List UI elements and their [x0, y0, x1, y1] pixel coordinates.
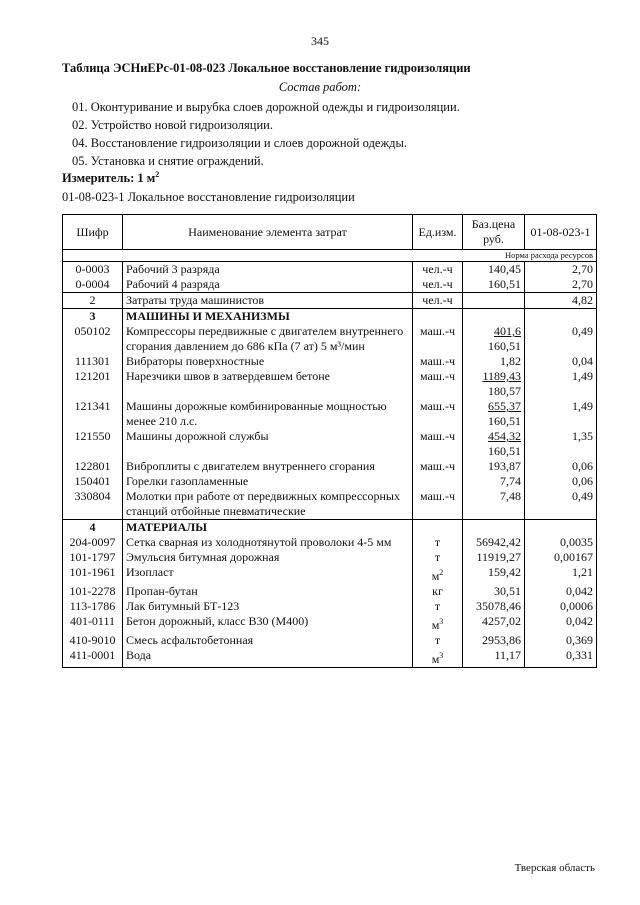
- unit-power: 3: [439, 651, 444, 660]
- price-value: 160,51: [488, 277, 521, 291]
- row-name: Компрессоры передвижные с двигателем внутреннего сгорания давлением до 686 кПа (7 ат) 5 м³/мин: [123, 324, 413, 354]
- row-name: Смесь асфальтобетонная: [123, 633, 413, 648]
- row-code: 3: [63, 309, 123, 325]
- row-price: [463, 584, 525, 599]
- price-value: 11919,27: [476, 550, 521, 564]
- row-norm: 1,21: [525, 565, 597, 584]
- price-labor-value: 180,57: [488, 384, 521, 398]
- row-norm: 0,49: [525, 324, 597, 354]
- unit-text: маш.-ч: [419, 354, 456, 368]
- row-price: [463, 277, 525, 293]
- measure-power: 2: [155, 170, 160, 179]
- row-code: 2: [63, 293, 123, 309]
- row-norm: 1,49: [525, 399, 597, 429]
- price-value: 30,51: [494, 584, 521, 598]
- price-value: 7,74: [500, 474, 521, 488]
- unit-text: м: [431, 618, 440, 632]
- row-price: [463, 293, 525, 309]
- table-row: [63, 550, 597, 565]
- price-value: 2953,86: [482, 633, 521, 647]
- price-value: 35078,46: [476, 599, 521, 613]
- row-price: [463, 565, 525, 584]
- row-price: [463, 648, 525, 668]
- row-code: 111301: [63, 354, 123, 369]
- unit-text: чел.-ч: [422, 293, 453, 307]
- row-unit: [413, 633, 463, 648]
- price-value: 11,17: [494, 648, 521, 662]
- row-name: Эмульсия битумная дорожная: [123, 550, 413, 565]
- table-row: [63, 324, 597, 354]
- row-code: 150401: [63, 474, 123, 489]
- price-labor-value: 160,51: [488, 414, 521, 428]
- table-row: [63, 354, 597, 369]
- row-price: [463, 535, 525, 550]
- header-unit: Ед.изм.: [413, 215, 463, 250]
- row-norm: [525, 520, 597, 536]
- row-norm: 2,70: [525, 277, 597, 293]
- work-item: 02. Устройство новой гидроизоляции.: [72, 118, 273, 132]
- unit-text: маш.-ч: [419, 489, 456, 503]
- works-list: [72, 98, 460, 170]
- unit-text: т: [434, 535, 441, 549]
- footer-region: Тверская область: [514, 862, 595, 874]
- row-code: 101-1797: [63, 550, 123, 565]
- row-norm: 0,369: [525, 633, 597, 648]
- row-price: [463, 614, 525, 633]
- row-unit: [413, 565, 463, 584]
- table-header-row: [63, 215, 597, 250]
- row-unit: [413, 309, 463, 325]
- table-row: [63, 309, 597, 325]
- row-name: Затраты труда машинистов: [123, 293, 413, 309]
- row-price: [463, 429, 525, 459]
- row-name: Сетка сварная из холоднотянутой проволоки 4-5 мм: [123, 535, 413, 550]
- price-labor-value: 160,51: [488, 444, 521, 458]
- header-name: Наименование элемента затрат: [123, 215, 413, 250]
- row-code: 050102: [63, 324, 123, 354]
- row-name: Горелки газопламенные: [123, 474, 413, 489]
- row-unit: [413, 354, 463, 369]
- row-norm: 0,042: [525, 584, 597, 599]
- row-name: Рабочий 4 разряда: [123, 277, 413, 293]
- table-row: [63, 648, 597, 668]
- header-code: Шифр: [63, 215, 123, 250]
- table-row: [63, 399, 597, 429]
- unit-text: чел.-ч: [422, 262, 453, 276]
- row-unit: [413, 369, 463, 399]
- table-title: Таблица ЭСНиЕРс-01-08-023 Локальное восстановление гидроизоляции: [62, 61, 471, 75]
- row-name: Виброплиты с двигателем внутреннего сгорания: [123, 459, 413, 474]
- row-price: [463, 324, 525, 354]
- unit-power: 2: [439, 568, 444, 577]
- header-norm: 01-08-023-1: [525, 215, 597, 250]
- row-unit: [413, 399, 463, 429]
- row-code: 121201: [63, 369, 123, 399]
- work-item: 01. Оконтуривание и вырубка слоев дорожной одежды и гидроизоляции.: [72, 100, 460, 114]
- price-value: 56942,42: [476, 535, 521, 549]
- table-row: [63, 520, 597, 536]
- unit-text: маш.-ч: [419, 399, 456, 413]
- price-value: 193,87: [488, 459, 521, 473]
- row-unit: [413, 262, 463, 278]
- row-unit: [413, 429, 463, 459]
- row-norm: 0,06: [525, 474, 597, 489]
- row-name: Вибраторы поверхностные: [123, 354, 413, 369]
- row-price: [463, 599, 525, 614]
- row-norm: [525, 309, 597, 325]
- row-code: 204-0097: [63, 535, 123, 550]
- row-code: 101-1961: [63, 565, 123, 584]
- row-norm: 0,06: [525, 459, 597, 474]
- row-price: [463, 399, 525, 429]
- row-code: 122801: [63, 459, 123, 474]
- row-unit: [413, 614, 463, 633]
- norm-code-line: 01-08-023-1 Локальное восстановление гидроизоляции: [62, 190, 355, 204]
- table-row: [63, 369, 597, 399]
- row-name: Рабочий 3 разряда: [123, 262, 413, 278]
- row-unit: [413, 584, 463, 599]
- row-code: 0-0003: [63, 262, 123, 278]
- row-name: Бетон дорожный, класс В30 (М400): [123, 614, 413, 633]
- row-code: 113-1786: [63, 599, 123, 614]
- row-code: 411-0001: [63, 648, 123, 668]
- page-number: 345: [311, 34, 329, 48]
- works-subtitle: Состав работ:: [278, 80, 362, 94]
- unit-text: м: [431, 652, 440, 666]
- unit-text: маш.-ч: [419, 369, 456, 383]
- row-price: [463, 633, 525, 648]
- row-name: МАТЕРИАЛЫ: [123, 520, 413, 536]
- row-norm: 2,70: [525, 262, 597, 278]
- unit-text: маш.-ч: [419, 429, 456, 443]
- table-row: [63, 599, 597, 614]
- row-code: 330804: [63, 489, 123, 520]
- price-value: 140,45: [488, 262, 521, 276]
- unit-text: маш.-ч: [419, 459, 456, 473]
- row-unit: [413, 520, 463, 536]
- table-row: [63, 614, 597, 633]
- table-row: [63, 565, 597, 584]
- row-norm: 4,82: [525, 293, 597, 309]
- unit-text: кг: [432, 584, 443, 598]
- row-unit: [413, 293, 463, 309]
- work-item: 04. Восстановление гидроизоляции и слоев дорожной одежды.: [72, 136, 408, 150]
- row-name: Молотки при работе от передвижных компрессорных станций отбойные пневматические: [123, 489, 413, 520]
- row-norm: 0,331: [525, 648, 597, 668]
- price-value: 1189,43: [482, 369, 521, 383]
- price-value: 401,6: [494, 324, 521, 338]
- row-unit: [413, 535, 463, 550]
- norm-subheader: Норма расхода ресурсов: [63, 250, 597, 262]
- row-price: [463, 309, 525, 325]
- work-item: 05. Установка и снятие ограждений.: [72, 154, 264, 168]
- row-name: Машины дорожной службы: [123, 429, 413, 459]
- table-row: [63, 535, 597, 550]
- row-name: Лак битумный БТ-123: [123, 599, 413, 614]
- unit-power: 3: [439, 617, 444, 626]
- measure-unit: [62, 170, 159, 186]
- unit-text: м: [431, 569, 440, 583]
- table-row: [63, 633, 597, 648]
- price-value: 7,48: [500, 489, 521, 503]
- table-row: [63, 262, 597, 278]
- row-norm: 0,49: [525, 489, 597, 520]
- norms-table: [62, 214, 597, 668]
- row-price: [463, 550, 525, 565]
- price-value: 4257,02: [482, 614, 521, 628]
- row-price: [463, 489, 525, 520]
- row-code: 0-0004: [63, 277, 123, 293]
- unit-text: т: [434, 633, 441, 647]
- price-value: 655,37: [488, 399, 521, 413]
- row-unit: [413, 599, 463, 614]
- row-unit: [413, 277, 463, 293]
- price-value: 1,82: [500, 354, 521, 368]
- table-row: [63, 429, 597, 459]
- row-name: Нарезчики швов в затвердевшем бетоне: [123, 369, 413, 399]
- unit-text: т: [434, 599, 441, 613]
- row-norm: 0,0006: [525, 599, 597, 614]
- header-price: Баз.цена руб.: [463, 215, 525, 250]
- row-unit: [413, 489, 463, 520]
- row-price: [463, 262, 525, 278]
- row-name: Пропан-бутан: [123, 584, 413, 599]
- row-price: [463, 369, 525, 399]
- table-row: [63, 293, 597, 309]
- row-price: [463, 520, 525, 536]
- row-code: 101-2278: [63, 584, 123, 599]
- row-norm: 0,00167: [525, 550, 597, 565]
- table-row: [63, 584, 597, 599]
- table-subheader-row: [63, 250, 597, 262]
- row-code: 121341: [63, 399, 123, 429]
- row-price: [463, 459, 525, 474]
- measure-label: Измеритель: 1 м: [62, 171, 156, 186]
- table-row: [63, 277, 597, 293]
- row-name: Изопласт: [123, 565, 413, 584]
- row-name: Вода: [123, 648, 413, 668]
- row-code: 4: [63, 520, 123, 536]
- table-row: [63, 489, 597, 520]
- price-labor-value: 160,51: [488, 339, 521, 353]
- price-value: 454,32: [488, 429, 521, 443]
- table-row: [63, 474, 597, 489]
- unit-text: т: [434, 550, 441, 564]
- row-norm: 0,04: [525, 354, 597, 369]
- row-price: [463, 474, 525, 489]
- row-norm: 0,042: [525, 614, 597, 633]
- row-code: 401-0111: [63, 614, 123, 633]
- row-norm: 0,0035: [525, 535, 597, 550]
- unit-text: чел.-ч: [422, 277, 453, 291]
- row-name: Машины дорожные комбинированные мощностью менее 210 л.с.: [123, 399, 413, 429]
- row-unit: [413, 550, 463, 565]
- price-value: 159,42: [488, 565, 521, 579]
- row-norm: 1,35: [525, 429, 597, 459]
- row-code: 121550: [63, 429, 123, 459]
- row-price: [463, 354, 525, 369]
- row-code: 410-9010: [63, 633, 123, 648]
- row-name: МАШИНЫ И МЕХАНИЗМЫ: [123, 309, 413, 325]
- row-norm: 1,49: [525, 369, 597, 399]
- row-unit: [413, 459, 463, 474]
- row-unit: [413, 324, 463, 354]
- unit-text: маш.-ч: [419, 324, 456, 338]
- row-unit: [413, 474, 463, 489]
- table-row: [63, 459, 597, 474]
- row-unit: [413, 648, 463, 668]
